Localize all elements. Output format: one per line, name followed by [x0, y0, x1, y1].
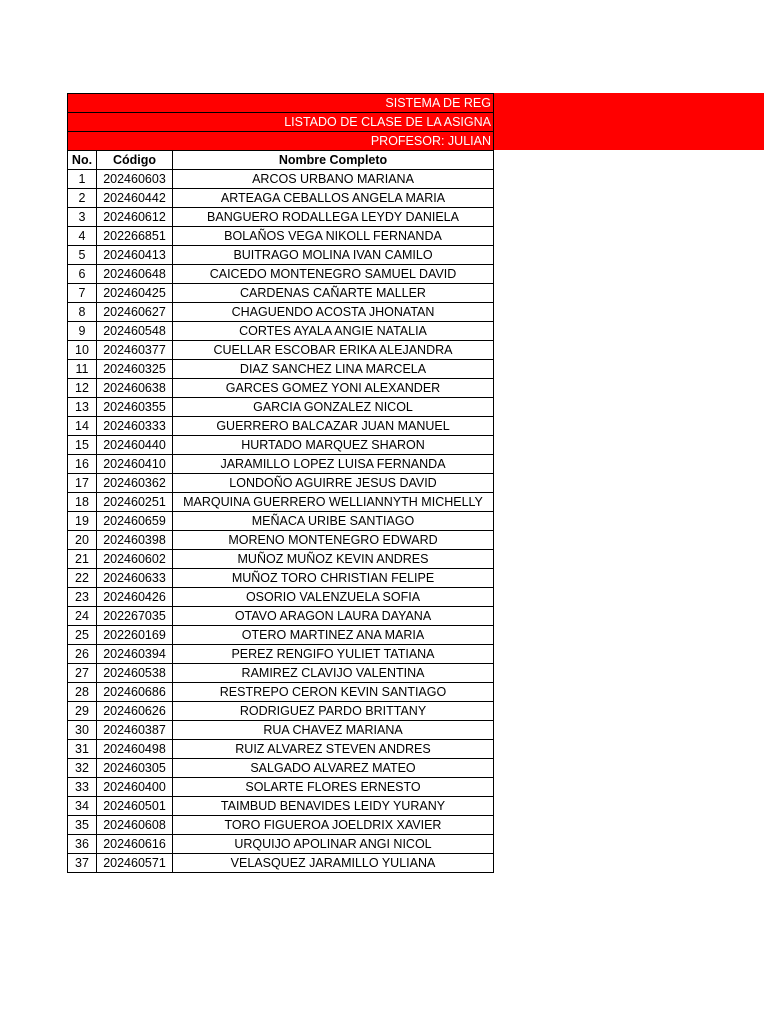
table-row — [68, 341, 494, 360]
cell-nombre: CUELLAR ESCOBAR ERIKA ALEJANDRA — [173, 341, 494, 360]
cell-no: 29 — [68, 702, 97, 721]
table-row — [68, 493, 494, 512]
table-row — [68, 664, 494, 683]
cell-codigo: 202460355 — [97, 398, 173, 417]
table-row — [68, 588, 494, 607]
cell-codigo: 202460498 — [97, 740, 173, 759]
cell-nombre: LONDOÑO AGUIRRE JESUS DAVID — [173, 474, 494, 493]
cell-codigo: 202460440 — [97, 436, 173, 455]
table-row — [68, 246, 494, 265]
cell-codigo: 202460686 — [97, 683, 173, 702]
cell-no: 8 — [68, 303, 97, 322]
table-row — [68, 702, 494, 721]
cell-no: 9 — [68, 322, 97, 341]
cell-no: 4 — [68, 227, 97, 246]
table-row — [68, 474, 494, 493]
cell-codigo: 202460413 — [97, 246, 173, 265]
cell-codigo: 202460626 — [97, 702, 173, 721]
cell-codigo: 202460538 — [97, 664, 173, 683]
table-row — [68, 626, 494, 645]
cell-codigo: 202460394 — [97, 645, 173, 664]
cell-codigo: 202460659 — [97, 512, 173, 531]
cell-nombre: DIAZ SANCHEZ LINA MARCELA — [173, 360, 494, 379]
cell-codigo: 202460548 — [97, 322, 173, 341]
table-row — [68, 854, 494, 873]
cell-no: 11 — [68, 360, 97, 379]
cell-no: 6 — [68, 265, 97, 284]
cell-nombre: CORTES AYALA ANGIE NATALIA — [173, 322, 494, 341]
cell-nombre: GARCES GOMEZ YONI ALEXANDER — [173, 379, 494, 398]
cell-codigo: 202460425 — [97, 284, 173, 303]
cell-nombre: SALGADO ALVAREZ MATEO — [173, 759, 494, 778]
table-row — [68, 759, 494, 778]
table-row — [68, 379, 494, 398]
cell-codigo: 202460305 — [97, 759, 173, 778]
cell-nombre: ARCOS URBANO MARIANA — [173, 170, 494, 189]
table-row — [68, 512, 494, 531]
cell-no: 28 — [68, 683, 97, 702]
cell-nombre: MORENO MONTENEGRO EDWARD — [173, 531, 494, 550]
cell-nombre: MUÑOZ TORO CHRISTIAN FELIPE — [173, 569, 494, 588]
cell-no: 19 — [68, 512, 97, 531]
cell-no: 22 — [68, 569, 97, 588]
table-row — [68, 189, 494, 208]
cell-nombre: MUÑOZ MUÑOZ KEVIN ANDRES — [173, 550, 494, 569]
cell-no: 34 — [68, 797, 97, 816]
cell-no: 15 — [68, 436, 97, 455]
cell-no: 5 — [68, 246, 97, 265]
cell-nombre: JARAMILLO LOPEZ LUISA FERNANDA — [173, 455, 494, 474]
table-row — [68, 797, 494, 816]
cell-codigo: 202460442 — [97, 189, 173, 208]
cell-codigo: 202460325 — [97, 360, 173, 379]
cell-no: 17 — [68, 474, 97, 493]
cell-codigo: 202460616 — [97, 835, 173, 854]
table-row — [68, 360, 494, 379]
cell-nombre: OTERO MARTINEZ ANA MARIA — [173, 626, 494, 645]
cell-nombre: RUIZ ALVAREZ STEVEN ANDRES — [173, 740, 494, 759]
cell-codigo: 202460362 — [97, 474, 173, 493]
table-row — [68, 417, 494, 436]
table-row — [68, 398, 494, 417]
professor-title: PROFESOR: JULIAN — [67, 131, 494, 150]
cell-nombre: BOLAÑOS VEGA NIKOLL FERNANDA — [173, 227, 494, 246]
table-row — [68, 778, 494, 797]
column-header-no: No. — [68, 151, 97, 170]
cell-no: 37 — [68, 854, 97, 873]
cell-no: 2 — [68, 189, 97, 208]
cell-nombre: CHAGUENDO ACOSTA JHONATAN — [173, 303, 494, 322]
cell-nombre: HURTADO MARQUEZ SHARON — [173, 436, 494, 455]
cell-nombre: RUA CHAVEZ MARIANA — [173, 721, 494, 740]
cell-codigo: 202267035 — [97, 607, 173, 626]
cell-no: 12 — [68, 379, 97, 398]
cell-no: 18 — [68, 493, 97, 512]
cell-codigo: 202460377 — [97, 341, 173, 360]
table-row — [68, 436, 494, 455]
cell-nombre: GUERRERO BALCAZAR JUAN MANUEL — [173, 417, 494, 436]
table-row — [68, 569, 494, 588]
table-row — [68, 550, 494, 569]
cell-codigo: 202460426 — [97, 588, 173, 607]
cell-no: 26 — [68, 645, 97, 664]
cell-codigo: 202460410 — [97, 455, 173, 474]
cell-codigo: 202460333 — [97, 417, 173, 436]
column-header-nombre: Nombre Completo — [173, 151, 494, 170]
cell-codigo: 202460501 — [97, 797, 173, 816]
cell-codigo: 202460633 — [97, 569, 173, 588]
cell-codigo: 202460648 — [97, 265, 173, 284]
cell-no: 27 — [68, 664, 97, 683]
cell-nombre: SOLARTE FLORES ERNESTO — [173, 778, 494, 797]
table-row — [68, 455, 494, 474]
cell-codigo: 202460571 — [97, 854, 173, 873]
cell-codigo: 202460251 — [97, 493, 173, 512]
cell-no: 23 — [68, 588, 97, 607]
system-title: SISTEMA DE REG — [67, 93, 494, 112]
table-row — [68, 683, 494, 702]
cell-no: 31 — [68, 740, 97, 759]
cell-codigo: 202460398 — [97, 531, 173, 550]
cell-codigo: 202460387 — [97, 721, 173, 740]
cell-no: 16 — [68, 455, 97, 474]
cell-codigo: 202460400 — [97, 778, 173, 797]
cell-codigo: 202460627 — [97, 303, 173, 322]
table-row — [68, 835, 494, 854]
cell-nombre: CAICEDO MONTENEGRO SAMUEL DAVID — [173, 265, 494, 284]
cell-no: 3 — [68, 208, 97, 227]
cell-no: 10 — [68, 341, 97, 360]
class-list-title: LISTADO DE CLASE DE LA ASIGNA — [67, 112, 494, 131]
cell-no: 33 — [68, 778, 97, 797]
cell-nombre: MARQUINA GUERRERO WELLIANNYTH MICHELLY — [173, 493, 494, 512]
cell-nombre: RAMIREZ CLAVIJO VALENTINA — [173, 664, 494, 683]
class-roster-table — [67, 150, 494, 873]
cell-nombre: CARDENAS CAÑARTE MALLER — [173, 284, 494, 303]
cell-nombre: OTAVO ARAGON LAURA DAYANA — [173, 607, 494, 626]
cell-codigo: 202460602 — [97, 550, 173, 569]
roster-body — [68, 170, 494, 873]
table-row — [68, 816, 494, 835]
cell-no: 36 — [68, 835, 97, 854]
cell-nombre: URQUIJO APOLINAR ANGI NICOL — [173, 835, 494, 854]
cell-nombre: TORO FIGUEROA JOELDRIX XAVIER — [173, 816, 494, 835]
table-row — [68, 303, 494, 322]
cell-codigo: 202460603 — [97, 170, 173, 189]
cell-nombre: MEÑACA URIBE SANTIAGO — [173, 512, 494, 531]
table-row — [68, 645, 494, 664]
cell-no: 32 — [68, 759, 97, 778]
cell-no: 24 — [68, 607, 97, 626]
cell-no: 25 — [68, 626, 97, 645]
cell-no: 1 — [68, 170, 97, 189]
table-row — [68, 265, 494, 284]
cell-nombre: RESTREPO CERON KEVIN SANTIAGO — [173, 683, 494, 702]
table-row — [68, 322, 494, 341]
table-row — [68, 170, 494, 189]
cell-nombre: ARTEAGA CEBALLOS ANGELA MARIA — [173, 189, 494, 208]
cell-no: 14 — [68, 417, 97, 436]
table-row — [68, 284, 494, 303]
cell-no: 20 — [68, 531, 97, 550]
cell-codigo: 202460612 — [97, 208, 173, 227]
table-row — [68, 208, 494, 227]
cell-codigo: 202266851 — [97, 227, 173, 246]
cell-no: 35 — [68, 816, 97, 835]
column-header-codigo: Código — [97, 151, 173, 170]
table-row — [68, 531, 494, 550]
cell-no: 13 — [68, 398, 97, 417]
cell-no: 30 — [68, 721, 97, 740]
cell-nombre: VELASQUEZ JARAMILLO YULIANA — [173, 854, 494, 873]
cell-nombre: BUITRAGO MOLINA IVAN CAMILO — [173, 246, 494, 265]
cell-nombre: GARCIA GONZALEZ NICOL — [173, 398, 494, 417]
table-row — [68, 740, 494, 759]
cell-codigo: 202260169 — [97, 626, 173, 645]
table-row — [68, 607, 494, 626]
cell-codigo: 202460608 — [97, 816, 173, 835]
cell-nombre: PEREZ RENGIFO YULIET TATIANA — [173, 645, 494, 664]
table-row — [68, 227, 494, 246]
cell-no: 7 — [68, 284, 97, 303]
table-header-row — [68, 151, 494, 170]
cell-no: 21 — [68, 550, 97, 569]
cell-nombre: TAIMBUD BENAVIDES LEIDY YURANY — [173, 797, 494, 816]
cell-nombre: BANGUERO RODALLEGA LEYDY DANIELA — [173, 208, 494, 227]
table-row — [68, 721, 494, 740]
cell-nombre: OSORIO VALENZUELA SOFIA — [173, 588, 494, 607]
cell-nombre: RODRIGUEZ PARDO BRITTANY — [173, 702, 494, 721]
cell-codigo: 202460638 — [97, 379, 173, 398]
